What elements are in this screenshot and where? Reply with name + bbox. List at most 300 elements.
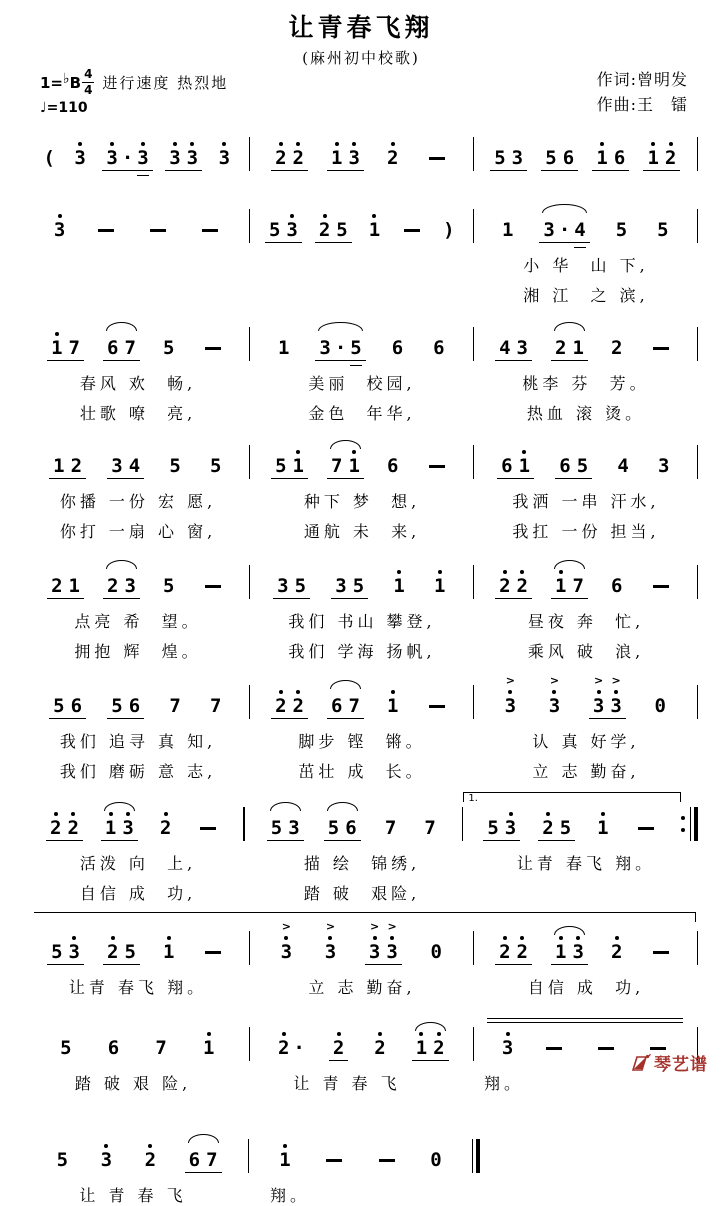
octave-dot <box>615 936 619 940</box>
dash-note <box>429 465 445 467</box>
note-group <box>315 336 365 361</box>
dash-note <box>200 827 216 829</box>
note: 3 <box>657 454 670 477</box>
measure <box>474 126 697 174</box>
notes-row <box>26 554 698 602</box>
note: 3 > <box>324 919 337 963</box>
note-group <box>159 940 178 965</box>
measure <box>26 554 249 602</box>
note: 5 <box>56 1148 69 1171</box>
note-group <box>383 694 402 719</box>
measure <box>463 792 680 844</box>
note: 3 <box>134 146 151 170</box>
lyric-cell: 踏 破 艰险, <box>303 883 421 903</box>
note-group <box>319 1159 349 1172</box>
note-group <box>265 218 302 243</box>
note: 6 <box>331 694 343 717</box>
octave-dot <box>167 936 171 940</box>
note-group <box>650 694 669 719</box>
lyric-cell: 让 青 春 飞 <box>79 1185 187 1205</box>
note: 1 <box>593 146 610 170</box>
note: 2 <box>430 1036 447 1060</box>
octave-dot <box>397 570 401 574</box>
note-group <box>107 694 144 719</box>
note-group <box>383 146 402 171</box>
octave-dot <box>378 1032 382 1036</box>
note: 6 <box>559 454 571 477</box>
dash-note <box>202 229 218 231</box>
measure <box>250 920 473 968</box>
lyrics-row <box>26 975 698 998</box>
note: 1 <box>413 1036 430 1060</box>
note: 6 <box>501 454 513 477</box>
octave-dot <box>71 812 75 816</box>
octave-dot <box>597 690 601 694</box>
octave-dot <box>190 142 194 146</box>
barline <box>697 137 698 171</box>
measure <box>250 674 473 722</box>
note: 2 <box>70 454 83 477</box>
note: 5 <box>487 816 499 839</box>
lyric-cell: 通航 未 来, <box>303 521 421 541</box>
measure <box>26 674 249 722</box>
note: 2 <box>384 146 401 170</box>
note: 3 <box>216 146 233 170</box>
volta-bracket <box>463 792 680 802</box>
note: 1 <box>431 574 448 598</box>
note: 5 <box>275 454 287 477</box>
note: 5 <box>163 574 175 597</box>
octave-dot <box>207 1032 211 1036</box>
note-group <box>101 816 138 841</box>
note-group <box>271 694 308 719</box>
lyric-cell: 春风 欢 畅, <box>79 373 197 393</box>
measure <box>474 198 697 246</box>
tie-arc <box>106 322 137 331</box>
notes-row <box>26 1016 698 1064</box>
note-group <box>103 940 140 965</box>
note-group <box>277 919 296 965</box>
note-group <box>274 336 293 361</box>
site-logo <box>631 1050 708 1075</box>
note-group <box>199 1036 218 1061</box>
note: 6 <box>562 146 575 169</box>
measure <box>26 316 249 364</box>
lyric-cell: 我扛 一份 担当, <box>512 521 660 541</box>
measure <box>250 434 473 482</box>
note-group <box>388 336 407 361</box>
accent-mark: > <box>325 919 336 933</box>
note: 3 > <box>548 673 561 717</box>
octave-dot <box>290 214 294 218</box>
note: 7 <box>206 1148 218 1171</box>
lyric-cell: 脚步 铿 锵。 <box>298 731 426 751</box>
note-group <box>104 1036 123 1061</box>
note: 1 <box>594 816 611 840</box>
dash-note <box>429 705 445 707</box>
note-group <box>49 694 86 719</box>
lyric-cell: 让青 春飞 翔。 <box>516 853 656 873</box>
note: 5 <box>615 218 628 241</box>
crescendo-line <box>487 1018 683 1019</box>
note-group <box>607 574 626 599</box>
lyrics-row <box>26 1071 698 1094</box>
lyric-cell: 认 真 好学, <box>532 731 640 751</box>
note: 7 <box>572 574 584 597</box>
octave-dot <box>111 936 115 940</box>
note-group <box>440 218 457 243</box>
note: 3 <box>283 218 300 242</box>
spacer <box>484 1183 698 1206</box>
octave-dot <box>222 142 226 146</box>
note: 3 <box>103 146 120 170</box>
octave-dot <box>173 142 177 146</box>
lyric-cell: 自信 成 功, <box>527 977 645 997</box>
repeat-dots <box>681 816 685 832</box>
note-group <box>591 1047 621 1060</box>
octave-dot <box>651 142 655 146</box>
octave-dot <box>352 450 356 454</box>
score-line <box>26 792 698 904</box>
note: 2 <box>555 336 567 359</box>
time-numerator: 4 <box>82 68 94 83</box>
metronome-mark: ♩=110 <box>40 100 88 117</box>
octave-dot <box>372 214 376 218</box>
score-line <box>26 554 698 662</box>
note: 3 <box>499 1036 516 1060</box>
rest: 0 <box>430 940 442 963</box>
lyric-cell: 乘风 破 浪, <box>527 641 645 661</box>
note: 2 <box>514 940 531 964</box>
score-line <box>26 316 698 424</box>
note: 6 <box>107 336 119 359</box>
measure <box>26 434 249 482</box>
lyrics-row <box>26 283 698 306</box>
thin-barline <box>690 807 691 841</box>
note: 1 <box>200 1036 217 1060</box>
note-group <box>426 1148 445 1173</box>
note-group <box>271 454 308 479</box>
notes-row <box>26 920 698 968</box>
octave-dot <box>78 142 82 146</box>
double-underline <box>574 247 585 248</box>
octave-dot <box>390 936 394 940</box>
octave-dot <box>503 936 507 940</box>
octave-dot <box>296 690 300 694</box>
barline <box>697 685 698 719</box>
parenthesis: ( <box>43 146 55 169</box>
lyric-cell <box>26 283 250 306</box>
measure <box>26 198 249 246</box>
lyric-cell: 我们 磨砺 意 志, <box>59 761 217 781</box>
note: 5 <box>268 218 281 241</box>
note: 2 <box>64 816 81 840</box>
note: 3 > <box>280 919 293 963</box>
dash-note <box>205 585 221 587</box>
note: 6 <box>391 336 404 359</box>
octave-dot <box>503 570 507 574</box>
note-group <box>151 1036 170 1061</box>
note: 3 <box>288 816 300 839</box>
note-group <box>103 574 140 599</box>
note: 2 <box>316 218 333 242</box>
note: 5 <box>545 146 557 169</box>
note: 5 <box>657 218 669 241</box>
note: 7 <box>68 336 80 359</box>
note: 3 > <box>368 919 381 963</box>
rest: 0 <box>430 1148 442 1171</box>
note-group <box>365 919 402 965</box>
tie-arc <box>330 440 361 449</box>
note-group <box>430 574 449 599</box>
note: 2 <box>371 1036 388 1060</box>
note: 5 <box>124 940 136 963</box>
note-group <box>159 336 178 361</box>
octave-dot <box>284 936 288 940</box>
note-group <box>275 1148 294 1173</box>
note: 1 <box>501 218 514 241</box>
octave-dot <box>328 936 332 940</box>
score-line <box>26 1016 698 1094</box>
measure <box>26 1016 249 1064</box>
notes-row <box>26 1128 698 1176</box>
note: 2 <box>608 940 625 964</box>
lyric-cell <box>250 283 474 306</box>
final-barline <box>472 1139 480 1173</box>
measure <box>26 796 243 844</box>
note: 2 <box>330 1036 347 1060</box>
dash-note <box>326 1159 342 1161</box>
lyric-cell: 小 华 山 下, <box>523 255 649 275</box>
note: 7 <box>155 1036 167 1059</box>
note-group <box>141 1148 160 1173</box>
octave-dot <box>110 142 114 146</box>
composer-credit: 作曲:王 镭 <box>596 94 688 114</box>
note-group <box>381 816 400 841</box>
note: 7 <box>384 816 397 839</box>
note-group <box>539 1047 569 1060</box>
note: 7 <box>209 694 222 717</box>
octave-dot <box>164 812 168 816</box>
note-group <box>273 574 310 599</box>
tie-arc <box>104 802 135 811</box>
note: 1 <box>102 816 119 840</box>
note-group <box>389 574 408 599</box>
notes-row <box>26 792 698 844</box>
note-group <box>592 146 629 171</box>
note-group <box>107 454 144 479</box>
dash-note <box>598 1047 614 1049</box>
note-group <box>102 146 152 171</box>
octave-dot <box>337 1032 341 1036</box>
tempo-text: 进行速度 热烈地 <box>102 74 229 93</box>
note: 3 > <box>610 673 622 717</box>
tie-arc <box>415 1022 446 1031</box>
measure <box>474 674 697 722</box>
note: 7 <box>348 694 360 717</box>
octave-dot <box>600 142 604 146</box>
octave-dot <box>552 690 556 694</box>
note: 3 <box>71 146 88 170</box>
note-group <box>593 816 612 841</box>
measure <box>26 1128 248 1176</box>
note-group <box>495 940 532 965</box>
score-meta <box>0 68 722 118</box>
note: 5 <box>576 454 589 477</box>
note-group <box>612 218 631 243</box>
note: 7 <box>124 336 136 359</box>
barline <box>697 565 698 599</box>
octave-dot <box>352 142 356 146</box>
octave-dot <box>335 142 339 146</box>
score-line <box>26 920 698 998</box>
measure <box>474 434 697 482</box>
note-group <box>198 951 228 964</box>
note-group <box>327 694 364 719</box>
note: 6 <box>128 694 141 717</box>
note: 2 <box>290 694 307 718</box>
time-signature <box>82 68 94 97</box>
note-group <box>501 673 520 719</box>
octave-dot <box>148 1144 152 1148</box>
note: 1 <box>552 940 569 964</box>
note-group <box>47 940 84 965</box>
note: 2 <box>496 940 513 964</box>
note: 1 <box>384 694 401 718</box>
note-group <box>613 454 632 479</box>
octave-dot <box>296 142 300 146</box>
note: 1 <box>572 336 584 359</box>
augmentation-dot: · <box>293 1036 305 1059</box>
note-group <box>631 827 661 840</box>
notes-row <box>26 126 698 174</box>
lyricist-credit: 作词:曾明发 <box>596 70 688 89</box>
note-group <box>324 816 361 841</box>
dash-note <box>653 951 669 953</box>
note-group <box>653 218 672 243</box>
note: 3 <box>277 574 289 597</box>
lyric-cell: 桃李 芬 芳。 <box>522 373 650 393</box>
lyric-cell: 茁壮 成 长。 <box>298 761 426 781</box>
note: 3 <box>119 816 136 840</box>
note: 3 <box>124 574 136 597</box>
lyric-cell: 湘 江 之 滨, <box>523 285 649 305</box>
note: 1 <box>516 454 533 478</box>
note: 5 <box>559 816 572 839</box>
note: 7 <box>424 816 436 839</box>
note: 3 <box>335 574 347 597</box>
augmentation-dot: · <box>121 146 134 169</box>
measure <box>250 1016 473 1064</box>
note: 1 <box>366 218 383 242</box>
octave-dot <box>669 142 673 146</box>
octave-dot <box>58 214 62 218</box>
note: 3 > <box>592 673 605 717</box>
note: 3 <box>543 218 555 241</box>
octave-dot <box>109 812 113 816</box>
lyrics-row <box>26 851 698 874</box>
note-group <box>495 574 532 599</box>
time-denominator: 4 <box>84 83 93 98</box>
note-group <box>551 574 588 599</box>
note-group <box>97 1148 116 1173</box>
octave-dot <box>520 936 524 940</box>
octave-dot <box>438 570 442 574</box>
note-group <box>483 816 520 841</box>
lyric-cell: 点亮 希 望。 <box>74 611 202 631</box>
score-line <box>26 1128 698 1206</box>
note-group <box>40 146 57 171</box>
note-group <box>422 705 452 718</box>
note-group <box>422 465 452 478</box>
lyric-cell: 让 青 春 飞 <box>293 1073 401 1093</box>
note-group <box>47 574 84 599</box>
octave-dot <box>509 812 513 816</box>
lyric-cell: 立 志 勤奋, <box>308 977 416 997</box>
note-group <box>274 1036 307 1061</box>
repeat-dot <box>681 828 685 832</box>
octave-dot <box>522 450 526 454</box>
note: 2 <box>290 146 307 170</box>
note: 1 <box>345 454 362 478</box>
note: 2 <box>51 574 63 597</box>
note-group <box>420 816 439 841</box>
lyric-cell: 壮歌 嘹 亮, <box>79 403 197 423</box>
crescendo-line <box>487 1022 683 1023</box>
note-group <box>490 146 527 171</box>
note: 2 <box>104 940 121 964</box>
note: 7 <box>169 694 181 717</box>
lyrics-row <box>26 639 698 662</box>
note-group <box>498 1036 517 1061</box>
note-group <box>539 218 589 243</box>
note: 2 <box>496 574 513 598</box>
lyric-cell: 翔。 <box>484 1073 525 1093</box>
note: 1 <box>328 146 345 170</box>
note: 1 <box>276 1148 293 1172</box>
note-group <box>195 229 225 242</box>
measure <box>250 554 473 602</box>
lyric-cell <box>26 253 250 276</box>
note: 4 <box>617 454 629 477</box>
note-group <box>589 673 626 719</box>
note: 7 <box>331 454 343 477</box>
lyrics-row <box>26 729 698 752</box>
lyrics-row <box>26 881 698 904</box>
notes-row <box>26 316 698 364</box>
note-group <box>545 673 564 719</box>
note: 5 <box>60 1036 72 1059</box>
note: 2 <box>662 146 679 170</box>
note: 6 <box>345 816 357 839</box>
note-group <box>426 940 445 965</box>
key-letter: B <box>69 73 82 92</box>
lyric-cell: 自信 成 功, <box>79 883 197 903</box>
note: 5 <box>294 574 307 597</box>
octave-dot <box>279 142 283 146</box>
octave-dot <box>601 812 605 816</box>
measure <box>250 126 473 174</box>
lyrics-row <box>26 1183 698 1206</box>
note-group <box>206 454 225 479</box>
score-line <box>26 674 698 782</box>
tie-arc <box>327 802 358 811</box>
accent-mark: > <box>369 919 380 933</box>
lyrics-row <box>26 759 698 782</box>
octave-dot <box>576 936 580 940</box>
note: 3 > <box>386 919 398 963</box>
lyric-cell: 美丽 校园, <box>308 373 416 393</box>
